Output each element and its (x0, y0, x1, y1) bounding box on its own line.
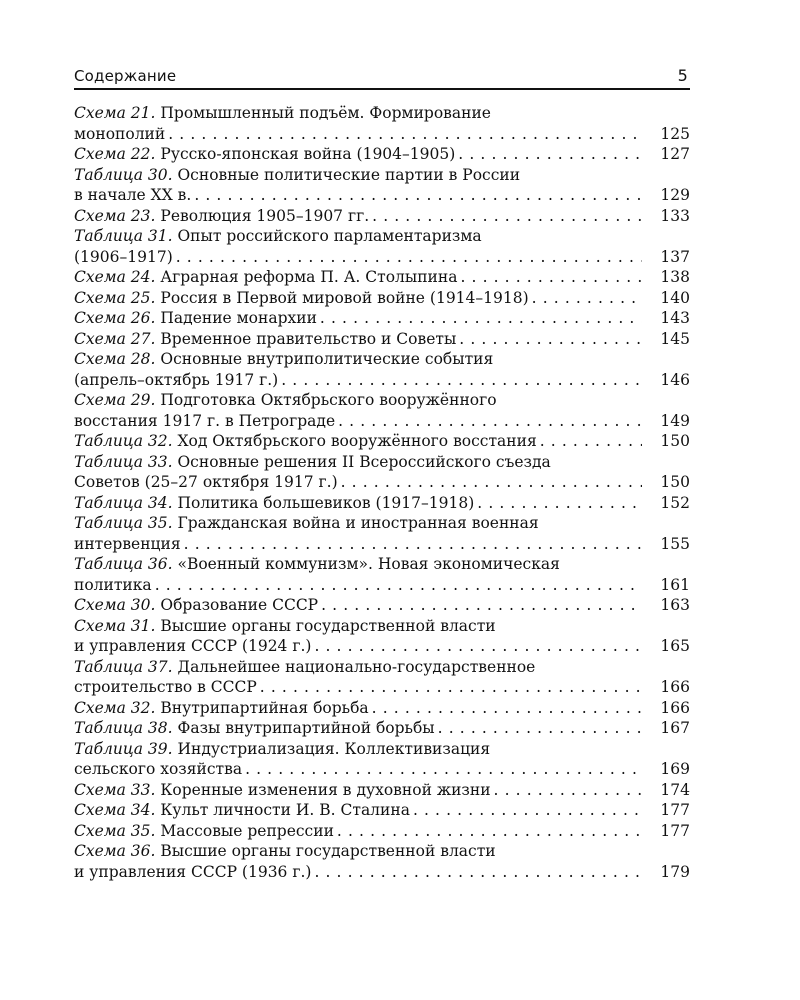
entry-kind-label: Таблица 37. (74, 657, 173, 676)
entry-title (74, 718, 435, 739)
entry-title (74, 288, 529, 309)
entry-title-text: сельского хозяйства (74, 760, 243, 778)
dot-leader (173, 247, 642, 268)
entry-last-line (74, 370, 690, 391)
dot-leader (529, 288, 642, 309)
entry-kind-label: Схема 26. (74, 309, 156, 327)
entry-title (74, 472, 338, 493)
entry-title (74, 370, 278, 391)
entry-last-line (74, 124, 690, 145)
entry-title (74, 144, 455, 165)
dot-leader (456, 329, 642, 350)
entry-title-line (74, 554, 690, 575)
entry-kind-label: Схема 35. (74, 821, 156, 840)
toc-entry[interactable] (74, 329, 690, 350)
entry-title-text: Высшие органы государственной власти (160, 616, 496, 635)
entry-last-line (74, 821, 690, 842)
entry-title-text: Культ личности И. В. Сталина (160, 801, 410, 819)
entry-kind-label: Схема 27. (74, 329, 156, 348)
entry-last-line (74, 247, 690, 268)
entry-title (74, 329, 456, 350)
entry-title-line (74, 165, 690, 186)
entry-title-text: «Военный коммунизм». Новая экономическая (177, 555, 560, 573)
page-number: 146 (660, 370, 690, 389)
dot-leader (457, 267, 642, 288)
toc-entry[interactable] (74, 800, 690, 821)
toc-entry[interactable] (74, 267, 690, 288)
toc-entry[interactable] (74, 554, 690, 595)
page-number: 150 (660, 473, 690, 491)
entry-kind-label: Схема 30. (74, 596, 156, 614)
entry-kind-label: Таблица 34. (74, 493, 173, 512)
entry-kind-label: Схема 29. (74, 391, 156, 409)
entry-title-line (74, 452, 690, 473)
dot-leader (338, 472, 642, 493)
entry-last-line (74, 800, 690, 821)
entry-title (74, 780, 491, 801)
entry-title-text: Массовые репрессии (160, 821, 334, 840)
entry-kind-label: Схема 33. (74, 780, 156, 799)
entry-title-text: Россия в Первой мировой войне (1914–1918) (160, 288, 529, 307)
dot-leader (335, 411, 642, 432)
page-number: 161 (660, 575, 690, 594)
page-number: 127 (660, 145, 690, 163)
entry-kind-label: Таблица 36. (74, 555, 173, 573)
entry-title-line (74, 513, 690, 534)
entry-last-line (74, 472, 690, 493)
dot-leader (435, 718, 642, 739)
entry-last-line (74, 493, 690, 514)
entry-title-text: Временное правительство и Советы (160, 329, 457, 348)
header-title: Содержание (74, 67, 177, 85)
entry-title-text: Подготовка Октябрьского вооружённого (160, 391, 497, 409)
entry-last-line (74, 780, 690, 801)
entry-title-text: Основные политические партии в России (177, 165, 521, 184)
entry-last-line (74, 267, 690, 288)
dot-leader (369, 206, 642, 227)
entry-title (74, 431, 537, 452)
entry-kind-label: Схема 23. (74, 206, 156, 225)
entry-title-text: Промышленный подъём. Формирование (160, 104, 491, 122)
dot-leader (278, 370, 642, 391)
entry-title (74, 206, 369, 227)
toc-entry[interactable] (74, 739, 690, 780)
entry-kind-label: Таблица 38. (74, 719, 173, 737)
toc-entry[interactable] (74, 821, 690, 842)
entry-kind-label: Схема 36. (74, 842, 156, 860)
entry-title (74, 821, 334, 842)
entry-kind-label: Таблица 33. (74, 452, 173, 471)
dot-leader (242, 759, 642, 780)
page-number: 169 (660, 760, 690, 778)
entry-title (74, 308, 317, 329)
dot-leader (334, 821, 642, 842)
entry-title-text: Гражданская война и иностранная военная (177, 514, 539, 532)
entry-title (74, 759, 242, 780)
page-number: 152 (660, 493, 690, 512)
toc-entry[interactable] (74, 103, 690, 144)
entry-last-line (74, 206, 690, 227)
entry-last-line (74, 288, 690, 309)
entry-title-text: Падение монархии (160, 309, 317, 327)
entry-kind-label: Схема 25. (74, 288, 156, 307)
toc-entry[interactable] (74, 780, 690, 801)
header-page-number: 5 (677, 66, 688, 85)
entry-title-text: и управления СССР (1936 г.) (74, 862, 312, 881)
entry-kind-label: Схема 28. (74, 350, 156, 368)
entry-title (74, 862, 311, 883)
entry-kind-label: Таблица 39. (74, 739, 173, 758)
entry-title-text: интервенция (74, 534, 181, 553)
dot-leader (191, 185, 642, 206)
toc-entry[interactable] (74, 616, 690, 657)
entry-title (74, 411, 335, 432)
dot-leader (317, 308, 642, 329)
dot-leader (311, 636, 642, 657)
page-number: 177 (660, 801, 690, 819)
entry-last-line (74, 411, 690, 432)
entry-kind-label: Таблица 30. (74, 165, 173, 184)
page (74, 66, 690, 882)
entry-title-line (74, 657, 690, 678)
page-number: 179 (660, 862, 690, 881)
entry-title-text: Русско-японская война (1904–1905) (160, 145, 456, 163)
entry-kind-label: Таблица 32. (74, 432, 173, 450)
entry-title (74, 185, 191, 206)
entry-title (74, 534, 181, 555)
toc-entry[interactable] (74, 431, 690, 452)
entry-title (74, 595, 318, 616)
entry-title (74, 575, 152, 596)
entry-last-line (74, 595, 690, 616)
dot-leader (491, 780, 642, 801)
entry-last-line (74, 308, 690, 329)
entry-title-text: Индустриализация. Коллективизация (177, 739, 491, 758)
entry-kind-label: Схема 24. (74, 268, 156, 286)
entry-title-text: Образование СССР (160, 596, 319, 614)
entry-kind-label: Схема 31. (74, 616, 156, 635)
page-number: 166 (660, 698, 690, 717)
entry-last-line (74, 329, 690, 350)
entry-title-text: Советов (25–27 октября 1917 г.) (74, 473, 338, 491)
page-number: 177 (660, 821, 690, 840)
page-number: 166 (660, 678, 690, 696)
entry-title (74, 267, 457, 288)
dot-leader (318, 595, 642, 616)
entry-title-text: монополий (74, 124, 166, 143)
table-of-contents (74, 103, 690, 882)
page-number: 155 (660, 534, 690, 553)
page-number: 140 (660, 288, 690, 307)
toc-entry[interactable] (74, 308, 690, 329)
toc-entry[interactable] (74, 206, 690, 227)
page-number: 174 (660, 780, 690, 799)
dot-leader (165, 124, 642, 145)
page-number: 145 (660, 329, 690, 348)
entry-title-text: Ход Октябрьского вооружённого восстания (177, 432, 537, 450)
toc-entry[interactable] (74, 595, 690, 616)
entry-title-text: Коренные изменения в духовной жизни (160, 780, 491, 799)
toc-entry[interactable] (74, 698, 690, 719)
entry-kind-label: Схема 32. (74, 698, 156, 717)
entry-title-text: (1906–1917) (74, 247, 173, 266)
entry-last-line (74, 698, 690, 719)
entry-title (74, 247, 173, 268)
entry-last-line (74, 185, 690, 206)
entry-title-line (74, 390, 690, 411)
entry-title-text: Высшие органы государственной власти (160, 842, 496, 860)
entry-last-line (74, 431, 690, 452)
entry-title-text: Основные решения II Всероссийского съезда (177, 452, 551, 471)
toc-entry[interactable] (74, 349, 690, 390)
entry-title-line (74, 349, 690, 370)
dot-leader (257, 677, 642, 698)
page-number: 167 (660, 719, 690, 737)
toc-entry[interactable] (74, 288, 690, 309)
entry-title (74, 800, 410, 821)
dot-leader (455, 144, 642, 165)
entry-title-line (74, 739, 690, 760)
entry-kind-label: Таблица 31. (74, 227, 173, 245)
entry-last-line (74, 534, 690, 555)
entry-title-text: строительство в СССР (74, 678, 257, 696)
entry-title (74, 698, 369, 719)
entry-title-text: Революция 1905–1907 гг. (160, 206, 370, 225)
entry-last-line (74, 575, 690, 596)
dot-leader (410, 800, 642, 821)
dot-leader (537, 431, 642, 452)
entry-last-line (74, 862, 690, 883)
entry-kind-label: Таблица 35. (74, 514, 173, 532)
page-number: 150 (660, 432, 690, 450)
toc-entry[interactable] (74, 390, 690, 431)
dot-leader (369, 698, 642, 719)
running-header (74, 66, 690, 90)
page-number: 143 (660, 309, 690, 327)
toc-entry[interactable] (74, 841, 690, 882)
entry-title-line (74, 103, 690, 124)
page-number: 125 (660, 124, 690, 143)
entry-title-text: Дальнейшее национально-государственное (177, 657, 536, 676)
entry-title-line (74, 616, 690, 637)
page-number: 129 (660, 186, 690, 204)
toc-entry[interactable] (74, 452, 690, 493)
toc-entry[interactable] (74, 718, 690, 739)
entry-title-text: восстания 1917 г. в Петрограде (74, 411, 336, 430)
entry-title-text: Фазы внутрипартийной борьбы (177, 719, 435, 737)
toc-entry[interactable] (74, 226, 690, 267)
entry-title-text: Основные внутриполитические события (160, 350, 494, 368)
page-number: 165 (660, 637, 690, 655)
entry-title (74, 124, 165, 145)
entry-kind-label: Схема 34. (74, 801, 156, 819)
entry-title-text: и управления СССР (1924 г.) (74, 637, 312, 655)
entry-kind-label: Схема 21. (74, 104, 156, 122)
toc-entry[interactable] (74, 657, 690, 698)
entry-title-text: Опыт российского парламентаризма (177, 227, 482, 245)
entry-title-text: политика (74, 575, 152, 594)
entry-last-line (74, 636, 690, 657)
page-number: 149 (660, 411, 690, 430)
entry-title-text: (апрель–октябрь 1917 г.) (74, 370, 279, 389)
entry-last-line (74, 718, 690, 739)
dot-leader (152, 575, 642, 596)
entry-title-text: Аграрная реформа П. А. Столыпина (160, 268, 458, 286)
toc-entry[interactable] (74, 513, 690, 554)
entry-title-text: Политика большевиков (1917–1918) (177, 493, 475, 512)
dot-leader (311, 862, 642, 883)
entry-last-line (74, 677, 690, 698)
entry-title (74, 677, 257, 698)
page-number: 137 (660, 247, 690, 266)
dot-leader (474, 493, 642, 514)
toc-entry[interactable] (74, 165, 690, 206)
page-number: 133 (660, 206, 690, 225)
entry-last-line (74, 144, 690, 165)
page-number: 163 (660, 596, 690, 614)
toc-entry[interactable] (74, 144, 690, 165)
dot-leader (181, 534, 642, 555)
entry-title-text: Внутрипартийная борьба (160, 698, 369, 717)
entry-title-line (74, 226, 690, 247)
entry-kind-label: Схема 22. (74, 145, 156, 163)
entry-title-line (74, 841, 690, 862)
toc-entry[interactable] (74, 493, 690, 514)
entry-title (74, 636, 311, 657)
entry-title (74, 493, 474, 514)
page-number: 138 (660, 268, 690, 286)
entry-title-text: в начале XX в. (74, 186, 192, 204)
entry-last-line (74, 759, 690, 780)
